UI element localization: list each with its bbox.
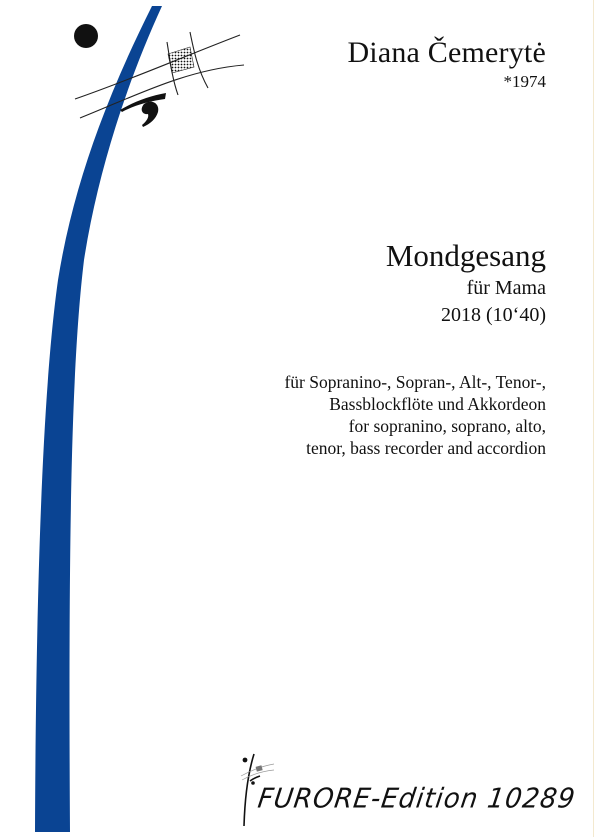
composer-block: [347, 36, 546, 92]
blue-arc-stroke-icon: [35, 6, 162, 832]
instrumentation-line: tenor, bass recorder and accordion: [306, 438, 546, 458]
work-year-duration: 2018 (10‘40): [441, 304, 546, 326]
instrumentation-line: für Sopranino-, Sopran-, Alt-, Tenor-,: [284, 372, 546, 392]
instrumentation-block: [284, 371, 546, 459]
instrumentation-line: for sopranino, soprano, alto,: [348, 416, 546, 436]
composer-birth-year: *1974: [503, 72, 546, 91]
work-title: Mondgesang: [385, 238, 546, 273]
dotted-square-icon: [168, 47, 194, 73]
note-dot-icon: [74, 24, 98, 48]
staff-lines-icon: [75, 32, 244, 118]
publisher-label: FURORE-Edition 10289: [255, 783, 578, 815]
instrumentation-line: Bassblockflöte und Akkordeon: [329, 394, 546, 414]
work-dedication: für Mama: [466, 277, 546, 299]
title-block: [386, 238, 546, 328]
composer-name: Diana Čemerytė: [347, 36, 546, 69]
